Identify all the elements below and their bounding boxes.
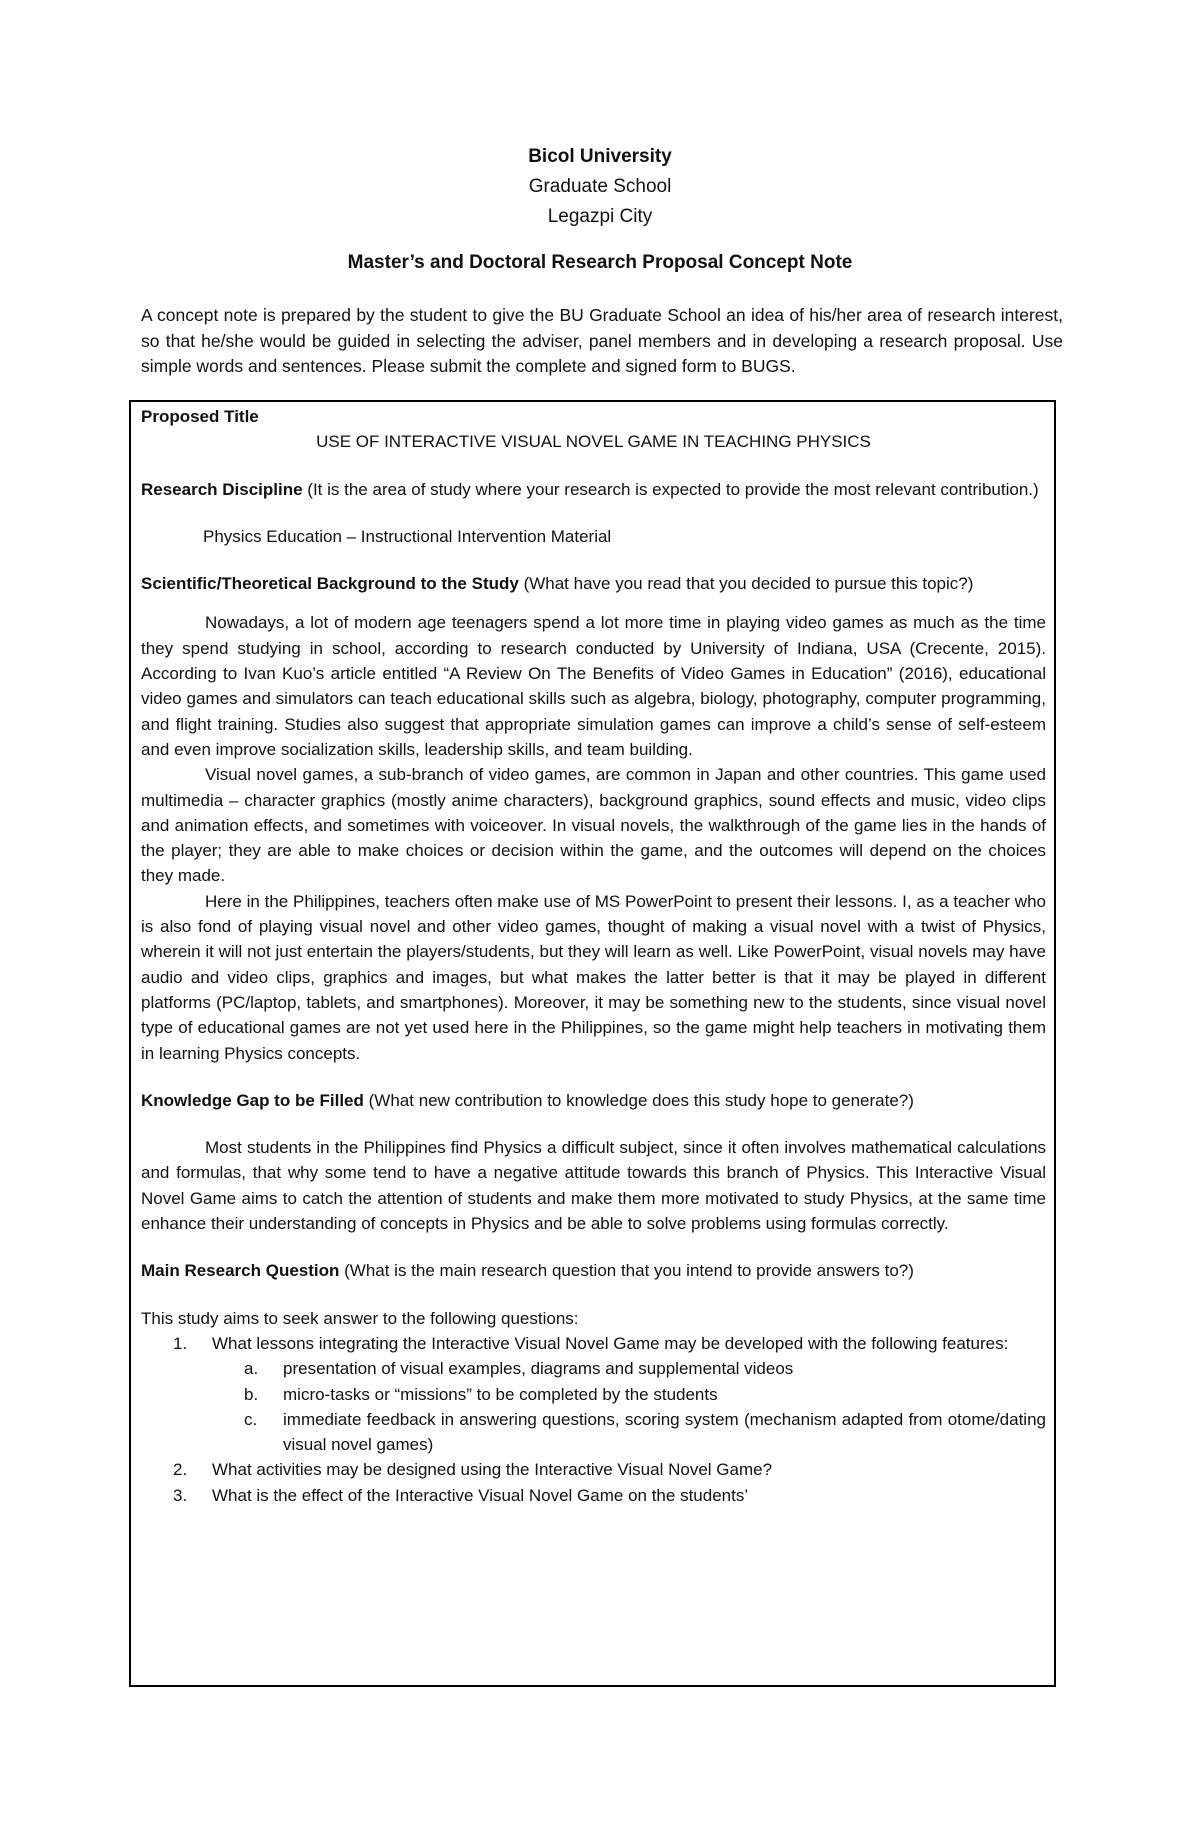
feature-text: presentation of visual examples, diagrams and supplemental videos	[283, 1359, 794, 1379]
background-section	[141, 571, 1046, 596]
list-item	[212, 1356, 1046, 1381]
discipline-section	[141, 477, 1046, 502]
research-question-intro: This study aims to seek answer to the following questions:	[141, 1308, 579, 1328]
research-question-section	[141, 1258, 1046, 1283]
proposed-title-section	[141, 404, 1046, 429]
knowledge-gap-paragraph: Most students in the Philippines find Physics a difficult subject, since it often involves mathematical calculations and formulas, that why some tend to have a negative attitude towards this branch of Physics. This Interactive Visual Novel Game aims to catch the attention of students and make them more motivated to study Physics, at the same time enhance their understanding of concepts in Physics and be able to solve problems using formulas correctly.	[141, 1138, 1046, 1234]
knowledge-gap-section	[141, 1088, 1046, 1113]
feature-text: micro-tasks or “missions” to be completed by the students	[283, 1384, 718, 1404]
discipline-hint: (It is the area of study where your research is expected to provide the most relevant contribution.)	[302, 479, 1039, 499]
background-paragraph-1: Nowadays, a lot of modern age teenagers spend a lot more time in playing video games as much as the time they spend studying in school, according to research conducted by University of Indiana, USA (Crecente, 2015). According to Ivan Kuo’s article entitled “A Review On The Benefits of Video Games in Education” (2016), educational video games and simulators can teach educational skills such as algebra, biology, photography, computer programming, and flight training. Studies also suggest that appropriate simulation games can improve a child’s sense of self-esteem and even improve socialization skills, leadership skills, and team building.	[141, 613, 1046, 759]
discipline-value: Physics Education – Instructional Intervention Material	[203, 526, 612, 546]
research-question-list	[141, 1331, 1046, 1508]
concept-note-form	[141, 404, 1046, 1508]
list-item	[212, 1407, 1046, 1458]
document-title: Master’s and Doctoral Research Proposal Concept Note	[347, 252, 853, 273]
list-item	[141, 1457, 1046, 1482]
list-item	[141, 1331, 1046, 1457]
knowledge-gap-hint: (What new contribution to knowledge does this study hope to generate?)	[363, 1090, 914, 1110]
background-paragraph-3: Here in the Philippines, teachers often make use of MS PowerPoint to present their lessons. I, as a teacher who is also fond of playing visual novel and other video games, thought of making a visual novel with a twist of Physics, wherein it will not just entertain the players/students, but they will learn as well. Like PowerPoint, visual novels may have audio and video clips, graphics and images, but what makes the latter better is that it may be played in different platforms (PC/laptop, tablets, and smartphones). Moreover, it may be something new to the students, since visual novel type of educational games are not yet used here in the Philippines, so the game might help teachers in motivating them in learning Physics concepts.	[141, 891, 1046, 1063]
city-name: Legazpi City	[547, 206, 653, 227]
university-name: Bicol University	[528, 146, 672, 167]
question-number: 1.	[173, 1333, 188, 1353]
school-name: Graduate School	[528, 176, 672, 197]
feature-text: immediate feedback in answering questions, scoring system (mechanism adapted from otome/dating visual novel games)	[283, 1409, 1046, 1455]
question-number: 2.	[173, 1460, 188, 1480]
question-number: 3.	[173, 1485, 188, 1505]
question-text: What lessons integrating the Interactive Visual Novel Game may be developed with the following features:	[212, 1333, 1009, 1353]
question-text: What is the effect of the Interactive Visual Novel Game on the students’	[212, 1485, 749, 1505]
knowledge-gap-label: Knowledge Gap to be Filled	[141, 1090, 364, 1110]
research-question-label: Main Research Question	[141, 1261, 340, 1281]
feature-letter: b.	[244, 1384, 259, 1404]
feature-letter: a.	[244, 1359, 259, 1379]
discipline-label: Research Discipline	[141, 479, 303, 499]
background-label: Scientific/Theoretical Background to the Study	[141, 574, 519, 594]
proposed-title-value: USE OF INTERACTIVE VISUAL NOVEL GAME IN TEACHING PHYSICS	[316, 432, 871, 452]
background-hint: (What have you read that you decided to pursue this topic?)	[518, 574, 974, 594]
document-header	[0, 142, 1200, 232]
background-paragraph-2: Visual novel games, a sub-branch of video games, are common in Japan and other countries. This game used multimedia – character graphics (mostly anime characters), background graphics, sound effects and music, video clips and animation effects, and sometimes with voiceover. In visual novels, the walkthrough of the game lies in the hands of the player; they are able to make choices or decision within the game, and the outcomes will depend on the choices they made.	[141, 765, 1046, 886]
feature-list	[212, 1356, 1046, 1457]
feature-letter: c.	[244, 1409, 258, 1429]
research-question-hint: (What is the main research question that you intend to provide answers to?)	[339, 1261, 914, 1281]
question-text: What activities may be designed using the Interactive Visual Novel Game?	[212, 1460, 773, 1480]
list-item	[212, 1382, 1046, 1407]
intro-paragraph: A concept note is prepared by the student to give the BU Graduate School an idea of his/her area of research interest, so that he/she would be guided in selecting the adviser, panel members and in developing a research proposal. Use simple words and sentences. Please submit the complete and signed form to BUGS.	[141, 305, 1063, 376]
proposed-title-label: Proposed Title	[141, 407, 259, 426]
list-item	[141, 1483, 1046, 1508]
